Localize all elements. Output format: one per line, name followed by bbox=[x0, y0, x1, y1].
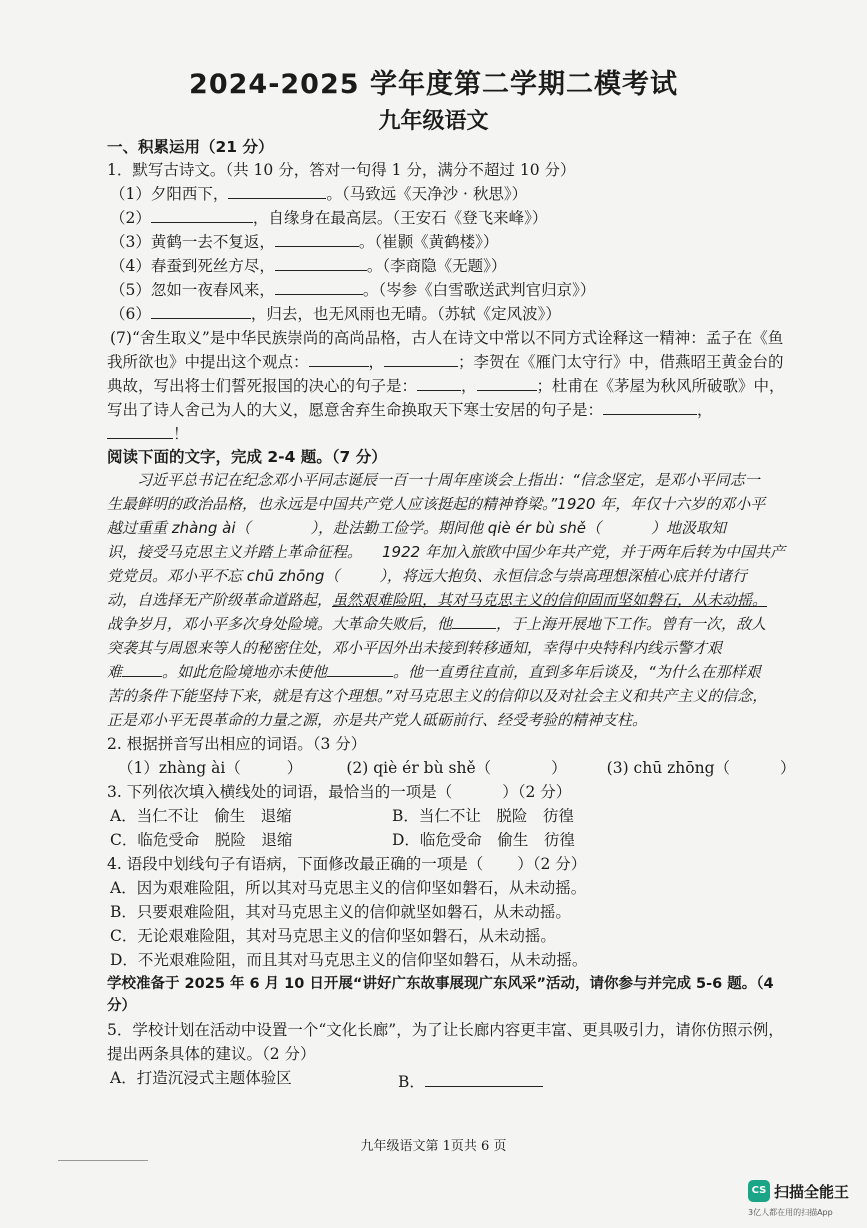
passage-line: 突袭其与周恩来等人的秘密住处，邓小平因外出未接到转移通知，幸得中央特科内线示警才艰 bbox=[107, 639, 723, 657]
answer-blank[interactable] bbox=[275, 256, 367, 271]
passage-line: 生最鲜明的政治品格，也永远是中国共产党人应该挺起的精神脊梁。”1920 年，年仅十六岁的邓小平 bbox=[107, 495, 766, 513]
answer-blank[interactable] bbox=[275, 280, 363, 295]
passage-line: 越过重重 zhàng ài（ ），赴法勤工俭学。期间他 qiè ér bù shě（ ）地汲取知 bbox=[107, 519, 726, 537]
passage-line: 难 。如此危险境地亦未使他 。他一直勇往直前，直到多年后谈及，“为什么在那样艰 bbox=[107, 663, 761, 681]
q1-item-5: （5）忽如一夜春风来， 。（岑参《白雪歌送武判官归京》） bbox=[110, 281, 596, 299]
q4-option-c: C．无论艰难险阻，其对马克思主义的信仰坚如磐石，从未动摇。 bbox=[110, 927, 556, 945]
passage-line: 识，接受马克思主义并踏上革命征程。 1922 年加入旅欧中国少年共产党，并于两年后转为中国共产 bbox=[107, 543, 785, 561]
q5-stem: 5．学校计划在活动中设置一个“文化长廊”，为了让长廊内容更丰富、更具吸引力，请你仿照示例， bbox=[107, 1021, 784, 1039]
page-footer: 九年级语文第 1页共 6 页 bbox=[360, 1139, 507, 1154]
q1-item-7-line3: 典故，写出将士们誓死报国的决心的句子是： ， ；杜甫在《茅屋为秋风所破歌》中， bbox=[107, 377, 785, 395]
q3-option-d: D．临危受命 偷生 彷徨 bbox=[392, 831, 575, 849]
q1-stem: 1．默写古诗文。（共 10 分，答对一句得 1 分，满分不超过 10 分） bbox=[107, 161, 576, 179]
q4-option-a: A．因为艰难险阻，所以其对马克思主义的信仰坚如磐石，从未动摇。 bbox=[110, 879, 587, 897]
answer-blank[interactable] bbox=[417, 376, 461, 391]
answer-blank[interactable] bbox=[603, 400, 697, 415]
q5-answer-b: B． bbox=[398, 1072, 543, 1092]
scanner-watermark bbox=[748, 1180, 858, 1220]
camscanner-logo-icon: CS bbox=[748, 1180, 770, 1202]
answer-blank[interactable] bbox=[228, 184, 326, 199]
q3-stem: 3. 下列依次填入横线处的词语，最恰当的一项是（ ）（2 分） bbox=[107, 783, 572, 801]
passage-line: 动，自选择无产阶级革命道路起，虽然艰难险阻，其对马克思主义的信仰固而坚如磐石，从未动摇。 bbox=[107, 591, 768, 609]
q2-items: （1）zhàng ài（ ） (2) qiè ér bù shě（ ） (3) chū zhōng（ ） bbox=[118, 759, 796, 777]
q1-item-7-line2: 我所欲也》中提出这个观点： ， ；李贺在《雁门太守行》中，借燕昭王黄金台的 bbox=[107, 353, 784, 371]
q4-option-b: B．只要艰难险阻，其对马克思主义的信仰就坚如磐石，从未动摇。 bbox=[110, 903, 571, 921]
answer-blank[interactable] bbox=[275, 232, 359, 247]
activity-intro-cont: 分） bbox=[107, 998, 136, 1014]
exam-title: 2024-2025 学年度第二学期二模考试 bbox=[189, 69, 678, 100]
answer-blank[interactable] bbox=[477, 376, 537, 391]
underlined-sentence: 虽然艰难险阻，其对马克思主义的信仰固而坚如磐石，从未动摇。 bbox=[332, 591, 768, 609]
q1-item-7-line5: ！ bbox=[107, 424, 189, 444]
q1-item-3: （3）黄鹤一去不复返， 。（崔颢《黄鹤楼》） bbox=[110, 233, 499, 251]
q3-option-a: A．当仁不让 偷生 退缩 bbox=[110, 807, 292, 825]
q1-item-7-line1: (7)“舍生取义”是中华民族崇尚的高尚品格，古人在诗文中常以不同方式诠释这一精神：孟子在《鱼 bbox=[110, 329, 784, 347]
passage-line: 正是邓小平无畏革命的力量之源，亦是共产党人砥砺前行、经受考验的精神支柱。 bbox=[107, 711, 648, 729]
q4-stem: 4. 语段中划线句子有语病，下面修改最正确的一项是（ ）（2 分） bbox=[107, 855, 587, 873]
answer-blank[interactable] bbox=[327, 662, 393, 677]
watermark-tagline: 3亿人都在用的扫描App bbox=[748, 1208, 833, 1217]
answer-blank[interactable] bbox=[309, 352, 369, 367]
q1-item-4: （4）春蚕到死丝方尽， 。（李商隐《无题》） bbox=[110, 257, 507, 275]
q5-stem-cont: 提出两条具体的建议。（2 分） bbox=[107, 1045, 316, 1063]
answer-blank[interactable] bbox=[384, 352, 458, 367]
reading-intro: 阅读下面的文字，完成 2-4 题。（7 分） bbox=[107, 448, 387, 466]
q2-stem: 2. 根据拼音写出相应的词语。（3 分） bbox=[107, 735, 367, 753]
q5-example-a: A．打造沉浸式主题体验区 bbox=[110, 1069, 292, 1087]
section1-heading: 一、积累运用（21 分） bbox=[107, 138, 274, 156]
q4-option-d: D．不光艰难险阻，而且其对马克思主义的信仰坚如磐石，从未动摇。 bbox=[110, 951, 588, 969]
scan-artifact bbox=[58, 1160, 148, 1161]
answer-blank[interactable] bbox=[107, 424, 173, 439]
answer-blank[interactable] bbox=[122, 662, 162, 677]
answer-blank[interactable] bbox=[151, 208, 253, 223]
exam-subject: 九年级语文 bbox=[378, 109, 489, 134]
passage-line: 战争岁月，邓小平多次身处险境。大革命失败后，他 ，于上海开展地下工作。曾有一次，敌人 bbox=[107, 615, 767, 633]
watermark-name: 扫描全能王 bbox=[774, 1183, 850, 1201]
passage-line: 党党员。邓小平不忘 chū zhōng（ ），将远大抱负、永恒信念与崇高理想深植心底并付诸行 bbox=[107, 567, 747, 585]
answer-blank[interactable] bbox=[151, 304, 251, 319]
passage-line: 习近平总书记在纪念邓小平同志诞辰一百一十周年座谈会上指出：“信念坚定，是邓小平同志一 bbox=[137, 471, 760, 489]
q1-item-2: （2） ，自缘身在最高层。（王安石《登飞来峰》） bbox=[110, 209, 548, 227]
activity-intro: 学校准备于 2025 年 6 月 10 日开展“讲好广东故事展现广东风采”活动，请你参与并完成 5-6 题。（4 bbox=[107, 976, 774, 992]
answer-blank[interactable] bbox=[452, 614, 496, 629]
q1-item-6: （6） ，归去，也无风雨也无晴。（苏轼《定风波》） bbox=[110, 305, 561, 323]
q1-item-1: （1）夕阳西下， 。（马致远《天净沙 · 秋思》） bbox=[110, 185, 528, 203]
passage-line: 苦的条件下能坚持下来，就是有这个理想。”对马克思主义的信仰以及对社会主义和共产主义的信念， bbox=[107, 687, 768, 705]
answer-blank[interactable] bbox=[425, 1072, 543, 1087]
q3-option-c: C．临危受命 脱险 退缩 bbox=[110, 831, 293, 849]
q1-item-7-line4: 写出了诗人舍己为人的大义，愿意舍弃生命换取天下寒士安居的句子是： ， bbox=[107, 401, 713, 419]
q3-option-b: B．当仁不让 脱险 彷徨 bbox=[392, 807, 574, 825]
